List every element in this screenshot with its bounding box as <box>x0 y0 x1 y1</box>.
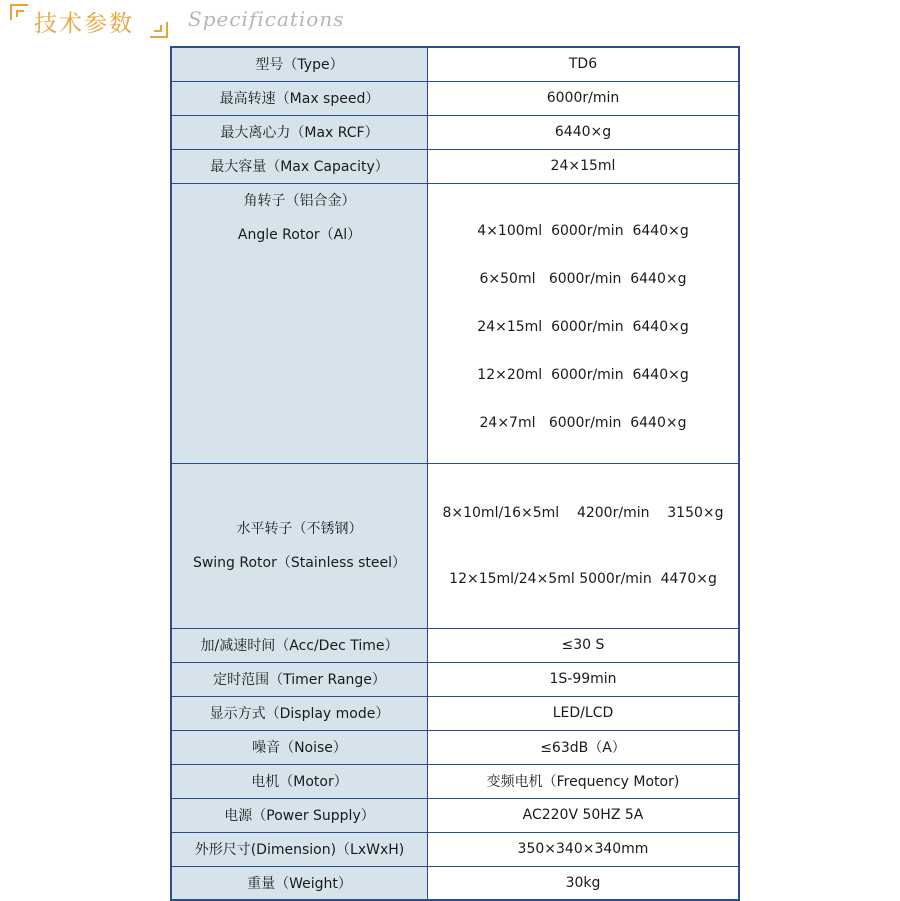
spec-label <box>171 463 428 628</box>
spec-value-line: 8×10ml/16×5ml 4200r/min 3150×g <box>442 504 724 521</box>
spec-label: 电机（Motor） <box>171 764 428 798</box>
spec-label: 外形尺寸(Dimension)（LxWxH) <box>171 832 428 866</box>
table-row <box>171 628 739 662</box>
spec-value-line: 12×15ml/24×5ml 5000r/min 4470×g <box>449 570 717 587</box>
spec-value: LED/LCD <box>428 696 740 730</box>
spec-label: 显示方式（Display mode） <box>171 696 428 730</box>
section-title-chinese: 技术参数 <box>34 11 134 37</box>
spec-label: 重量（Weight） <box>171 866 428 900</box>
table-row <box>171 149 739 183</box>
spec-value: 变频电机（Frequency Motor) <box>428 764 740 798</box>
spec-value-line: 24×7ml 6000r/min 6440×g <box>479 414 687 431</box>
spec-value: 350×340×340mm <box>428 832 740 866</box>
spec-value: 6000r/min <box>428 81 740 115</box>
table-row <box>171 47 739 81</box>
spec-value: 30kg <box>428 866 740 900</box>
spec-value: 24×15ml <box>428 149 740 183</box>
table-row <box>171 696 739 730</box>
spec-label <box>171 183 428 463</box>
spec-label: 加/减速时间（Acc/Dec Time） <box>171 628 428 662</box>
spec-label: 最大离心力（Max RCF） <box>171 115 428 149</box>
spec-label-line: Swing Rotor（Stainless steel） <box>192 554 407 571</box>
table-row <box>171 798 739 832</box>
spec-label: 电源（Power Supply） <box>171 798 428 832</box>
spec-value-line: 6×50ml 6000r/min 6440×g <box>479 270 687 287</box>
table-row <box>171 662 739 696</box>
table-row <box>171 866 739 900</box>
spec-value: 1S-99min <box>428 662 740 696</box>
spec-label-line: 水平转子（不锈钢） <box>236 520 363 537</box>
spec-label: 噪音（Noise） <box>171 730 428 764</box>
spec-value <box>428 463 740 628</box>
spec-value <box>428 183 740 463</box>
spec-value: ≤30 S <box>428 628 740 662</box>
table-row <box>171 81 739 115</box>
table-row <box>171 730 739 764</box>
table-row <box>171 115 739 149</box>
spec-label: 定时范围（Timer Range） <box>171 662 428 696</box>
spec-value-line: 24×15ml 6000r/min 6440×g <box>477 318 689 335</box>
table-row <box>171 832 739 866</box>
spec-label: 最大容量（Max Capacity） <box>171 149 428 183</box>
spec-value: 6440×g <box>428 115 740 149</box>
spec-label-line: Angle Rotor（Al） <box>237 226 362 243</box>
table-row <box>171 463 739 628</box>
table-row <box>171 764 739 798</box>
header <box>0 0 900 40</box>
specifications-table <box>170 46 740 901</box>
table-row <box>171 183 739 463</box>
spec-value: TD6 <box>428 47 740 81</box>
section-title-english: Specifications <box>188 7 345 31</box>
spec-label: 最高转速（Max speed） <box>171 81 428 115</box>
spec-value-line: 4×100ml 6000r/min 6440×g <box>477 222 689 239</box>
spec-value: ≤63dB（A） <box>428 730 740 764</box>
spec-value-line: 12×20ml 6000r/min 6440×g <box>477 366 689 383</box>
spec-label-line: 角转子（铝合金） <box>243 192 356 209</box>
spec-value: AC220V 50HZ 5A <box>428 798 740 832</box>
spec-label: 型号（Type） <box>171 47 428 81</box>
corner-ornament-icon <box>150 22 168 38</box>
corner-ornament-icon <box>10 4 28 20</box>
